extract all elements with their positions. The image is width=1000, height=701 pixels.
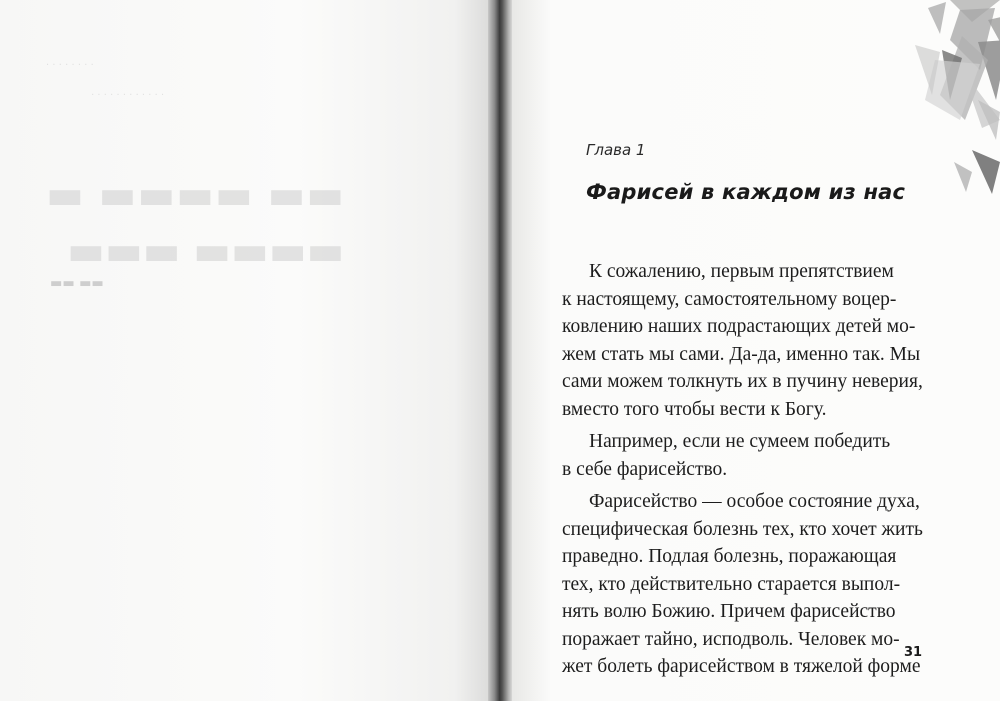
show-through-text: · · · · · · · ·: [46, 60, 94, 71]
text-line: нять волю Божию. Причем фарисейство: [562, 601, 896, 622]
text-line: вместо того чтобы вести к Богу.: [562, 398, 827, 420]
text-line: тех, кто действительно старается выпол-: [562, 573, 901, 595]
text-line: в себе фарисейство.: [562, 458, 728, 480]
text-line: специфическая болезнь тех, кто хочет жить: [562, 518, 923, 540]
text-line: Фарисейство — особое состояние духа,: [589, 491, 920, 512]
text-line: К сожалению, первым препятствием: [589, 261, 894, 282]
shard-decoration-icon: [710, 0, 1000, 200]
left-page-blank: [0, 0, 494, 701]
right-page: [512, 0, 1000, 701]
chapter-title: Фарисей в каждом из нас: [586, 180, 906, 204]
show-through-text: ▬▬ ▬▬: [50, 276, 104, 291]
show-through-text: ▬▬ ▬▬▬▬ ▬: [45, 172, 344, 218]
text-line: поражает тайно, исподволь. Человек мо-: [562, 628, 900, 650]
show-through-text: · · · · · · · · · · · ·: [90, 90, 164, 101]
text-line: сами можем толкнуть их в пучину неверия,: [562, 371, 923, 392]
book-gutter: [488, 0, 514, 701]
show-through-text: ▬▬▬▬ ▬▬▬: [66, 228, 344, 274]
text-line: жем стать мы сами. Да-да, именно так. Мы: [562, 343, 921, 365]
page-number: 31: [904, 645, 923, 660]
text-line: праведно. Подлая болезнь, поражающая: [562, 546, 897, 567]
body-text: [562, 258, 922, 681]
text-line: Например, если не сумеем победить: [589, 431, 891, 452]
text-line: жет болеть фарисейством в тяжелой форме: [562, 656, 921, 677]
chapter-label: Глава 1: [586, 141, 646, 159]
text-line: ковлению наших подрастающих детей мо-: [562, 316, 916, 337]
text-line: к настоящему, самостоятельному воцер-: [562, 288, 897, 310]
